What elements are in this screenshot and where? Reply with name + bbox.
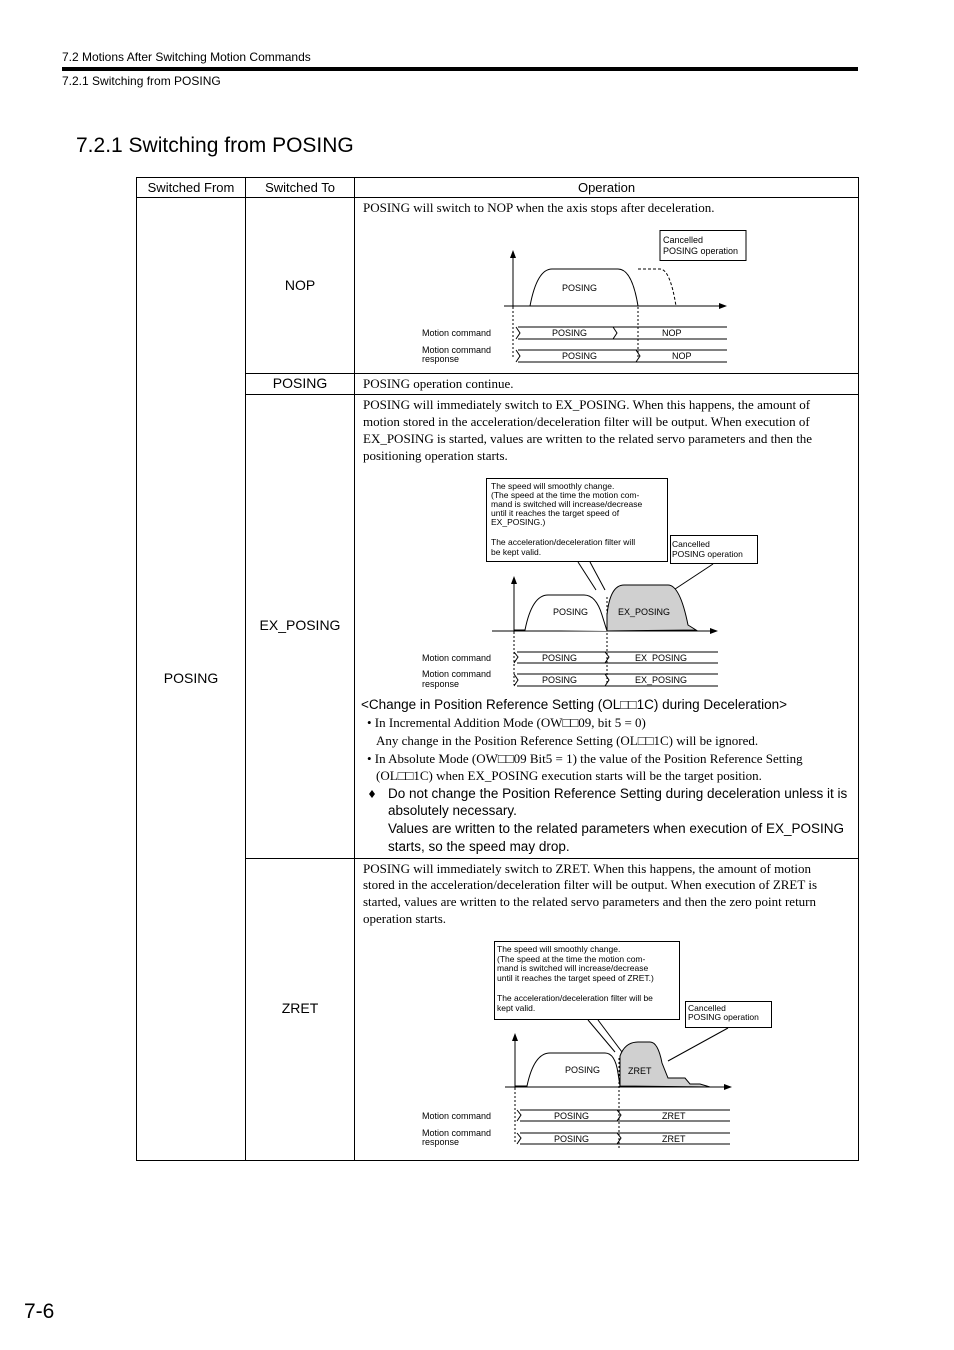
ex-posing-timing-diagram <box>400 475 770 690</box>
zret-callout-7: kept valid. <box>497 1003 536 1013</box>
note-line-1: Do not change the Position Reference Setting during deceleration unless it is <box>388 786 848 801</box>
ex-posing-line-1: POSING will immediately switch to EX_POSING. When this happens, the amount of <box>363 397 811 412</box>
zret-callout-6: The acceleration/deceleration filter will be <box>497 993 653 1003</box>
nop-motion-command-label: Motion command <box>422 328 492 338</box>
page-number: 7-6 <box>24 1300 55 1323</box>
ex-cancel-2: POSING operation <box>672 549 743 559</box>
zret-response-label-2: response <box>422 1137 460 1147</box>
zret-line-2: stored in the acceleration/deceleration filter will be output. When execution of ZRET is <box>363 877 818 892</box>
change-heading: <Change in Position Reference Setting (OL□□1C) during Deceleration> <box>361 697 788 712</box>
zret-cancel-1: Cancelled <box>688 1003 726 1013</box>
ex-cmd-seq-2: EX_POSING <box>635 653 688 663</box>
col-header-switched-to: Switched To <box>265 180 335 195</box>
nop-response-label-2: response <box>422 354 460 364</box>
ex-callout-4: until it reaches the target speed of <box>491 508 620 518</box>
bullet-incremental: • In Incremental Addition Mode (OW□□09, bit 5 = 0) <box>367 715 646 730</box>
col-header-switched-from: Switched From <box>147 180 235 195</box>
zret-callout-4: until it reaches the target speed of ZRET.) <box>497 973 654 983</box>
switched-to-ex-posing: EX_POSING <box>259 617 341 633</box>
note-line-4: starts, so the speed may drop. <box>388 839 570 854</box>
ex-callout-1: The speed will smoothly change. <box>491 481 615 491</box>
ex-cancel-1: Cancelled <box>672 539 710 549</box>
ex-callout-7: The acceleration/deceleration filter will <box>491 537 636 547</box>
ex-callout-8: be kept valid. <box>491 547 542 557</box>
ex-callout-5: EX_POSING.) <box>491 517 546 527</box>
zret-response-label-1: Motion command <box>422 1128 492 1138</box>
ex-posing-line-2: motion stored in the acceleration/deceleration filter will be output. When execution of <box>363 414 810 429</box>
ex-resp-seq-2: EX_POSING <box>635 675 688 685</box>
note-line-3: Values are written to the related parameters when execution of EX_POSING <box>388 821 844 836</box>
bullet-absolute-detail: (OL□□1C) when EX_POSING execution starts will be the target position. <box>376 768 762 783</box>
ex-resp-seq-1: POSING <box>542 675 578 685</box>
bullet-absolute: • In Absolute Mode (OW□□09 Bit5 = 1) the value of the Position Reference Setting <box>367 751 803 766</box>
switched-to-zret: ZRET <box>281 1000 319 1016</box>
ex-callout-2: (The speed at the time the motion com- <box>491 490 640 500</box>
zret-curve-label-2: ZRET <box>628 1066 652 1076</box>
ex-cmd-seq-1: POSING <box>542 653 578 663</box>
ex-motion-command-label: Motion command <box>422 653 492 663</box>
ex-curve-label-2: EX_POSING <box>618 607 671 617</box>
posing-description: POSING operation continue. <box>363 376 514 391</box>
nop-curve-label: POSING <box>562 283 598 293</box>
ex-response-label-2: response <box>422 679 460 689</box>
zret-resp-seq-1: POSING <box>554 1134 590 1144</box>
zret-line-1: POSING will immediately switch to ZRET. When this happens, the amount of motion <box>363 861 811 876</box>
ex-callout-3: mand is switched will increase/decrease <box>491 499 643 509</box>
zret-cmd-seq-2: ZRET <box>662 1111 686 1121</box>
switched-to-posing: POSING <box>272 375 328 391</box>
nop-callout-line2: POSING operation <box>663 246 739 256</box>
ex-posing-line-3: EX_POSING is started, values are written to the related servo parameters and then the <box>363 431 813 446</box>
running-header-subsection: 7.2.1 Switching from POSING <box>62 74 221 88</box>
nop-callout-line1: Cancelled <box>663 235 704 245</box>
nop-resp-seq-1: POSING <box>562 351 598 361</box>
zret-motion-command-label: Motion command <box>422 1111 492 1121</box>
bullet-incremental-detail: Any change in the Position Reference Setting (OL□□1C) will be ignored. <box>376 733 759 748</box>
zret-timing-diagram <box>400 938 780 1153</box>
nop-cmd-seq-2: NOP <box>662 328 682 338</box>
nop-description: POSING will switch to NOP when the axis stops after deceleration. <box>363 200 715 215</box>
ex-response-label-1: Motion command <box>422 669 492 679</box>
page-title: 7.2.1 Switching from POSING <box>76 134 354 157</box>
running-header-section: 7.2 Motions After Switching Motion Commands <box>62 50 311 64</box>
nop-cmd-seq-1: POSING <box>552 328 588 338</box>
switched-from-posing: POSING <box>163 670 219 686</box>
nop-response-label-1: Motion command <box>422 345 492 355</box>
ex-posing-line-4: positioning operation starts. <box>363 448 508 463</box>
zret-curve-label-1: POSING <box>565 1065 601 1075</box>
zret-callout-1: The speed will smoothly change. <box>497 944 621 954</box>
zret-resp-seq-2: ZRET <box>662 1134 686 1144</box>
note-line-2: absolutely necessary. <box>388 803 517 818</box>
zret-callout-2: (The speed at the time the motion com- <box>497 954 646 964</box>
switched-to-nop: NOP <box>284 277 316 293</box>
ex-curve-label-1: POSING <box>553 607 589 617</box>
col-header-operation: Operation <box>577 180 636 195</box>
diamond-bullet-icon <box>368 789 376 799</box>
zret-line-4: operation starts. <box>363 911 447 926</box>
nop-resp-seq-2: NOP <box>672 351 692 361</box>
zret-line-3: started, values are written to the related servo parameters and then the zero point return <box>363 894 817 909</box>
zret-cancel-2: POSING operation <box>688 1012 759 1022</box>
zret-cmd-seq-1: POSING <box>554 1111 590 1121</box>
nop-timing-diagram <box>400 225 760 370</box>
zret-callout-3: mand is switched will increase/decrease <box>497 963 649 973</box>
